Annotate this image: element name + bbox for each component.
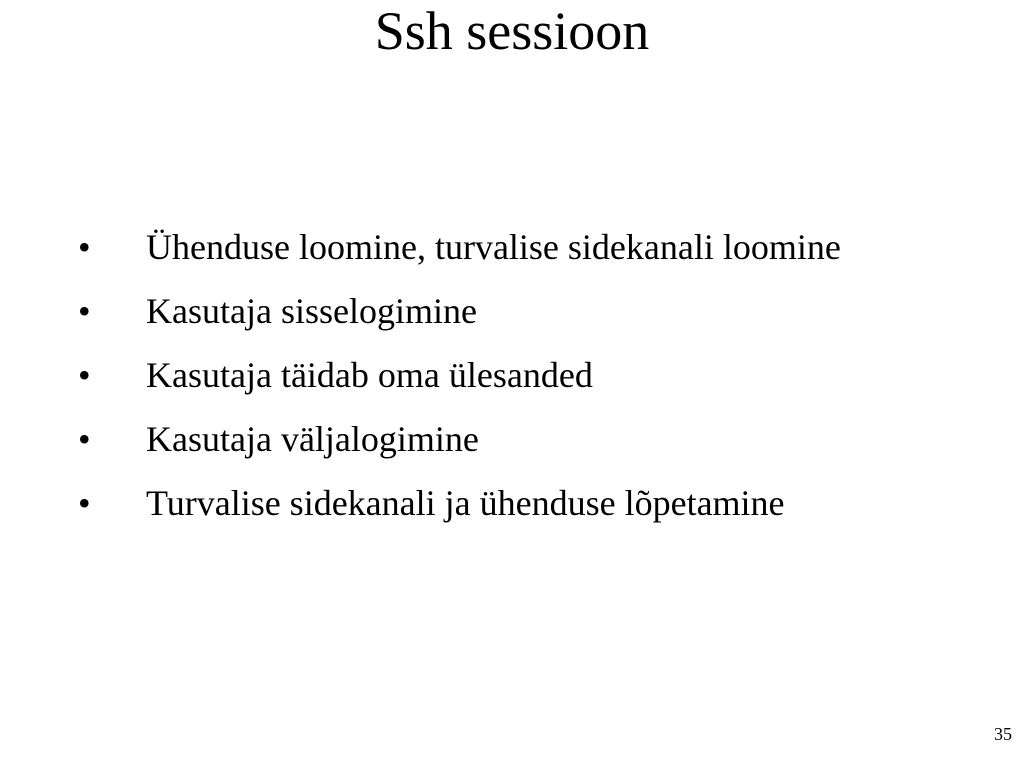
bullet-text: Kasutaja täidab oma ülesanded [146, 355, 593, 395]
slide-title: Ssh sessioon [374, 1, 650, 61]
bullet-marker: • [78, 291, 91, 331]
bullet-item [78, 478, 898, 529]
bullet-text: Ühenduse loomine, turvalise sidekanali loomine [146, 227, 841, 267]
bullet-text: Kasutaja sisselogimine [146, 291, 477, 331]
bullet-text: Kasutaja väljalogimine [146, 419, 479, 459]
bullet-item [78, 222, 898, 273]
bullet-item [78, 286, 898, 337]
bullet-marker: • [78, 355, 91, 395]
bullet-marker: • [78, 419, 91, 459]
page-number: 35 [994, 724, 1012, 744]
bullet-marker: • [78, 227, 91, 267]
bullet-item [78, 350, 898, 401]
bullet-list [78, 222, 898, 542]
bullet-marker: • [78, 483, 91, 523]
bullet-item [78, 414, 898, 465]
bullet-text: Turvalise sidekanali ja ühenduse lõpetamine [146, 483, 785, 523]
